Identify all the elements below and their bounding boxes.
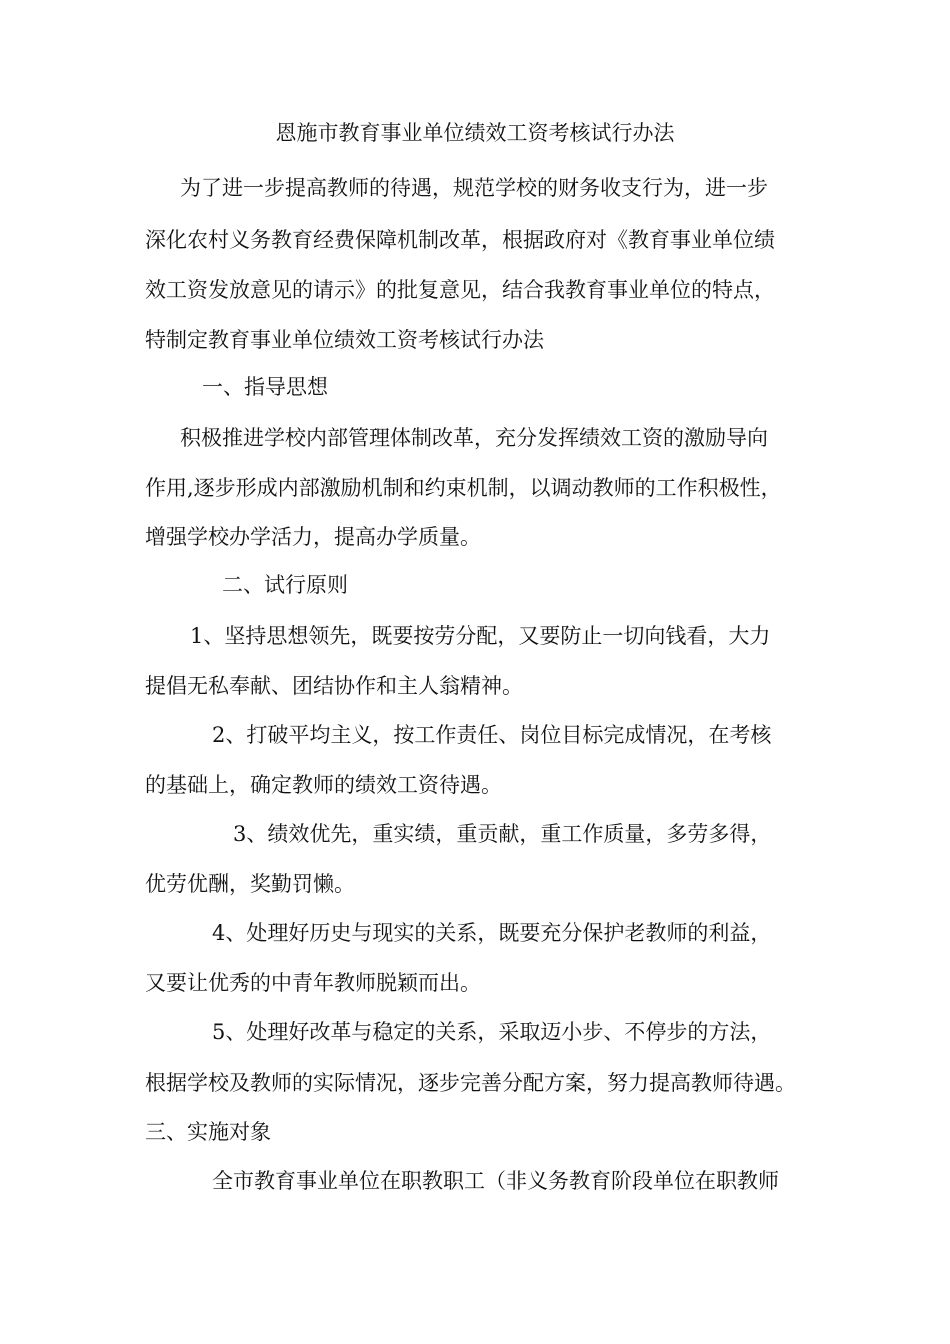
list-item-line: 提倡无私奉献、团结协作和主人翁精神。 [145, 674, 523, 698]
document-title: 恩施市教育事业单位绩效工资考核试行办法 [275, 121, 675, 145]
paragraph-line: 积极推进学校内部管理体制改革，充分发挥绩效工资的激励导向 [180, 426, 768, 450]
list-item-line: 又要让优秀的中青年教师脱颖而出。 [145, 971, 481, 995]
paragraph-line: 为了进一步提高教师的待遇，规范学校的财务收支行为，进一步 [180, 176, 768, 200]
paragraph-line: 增强学校办学活力，提高办学质量。 [145, 525, 481, 549]
paragraph-line: 深化农村义务教育经费保障机制改革，根据政府对《教育事业单位绩 [145, 228, 775, 252]
paragraph-line: 特制定教育事业单位绩效工资考核试行办法 [145, 328, 544, 352]
section-heading: 一、指导思想 [202, 375, 328, 399]
section-heading: 三、实施对象 [145, 1120, 271, 1144]
list-item-line: 优劳优酬，奖勤罚懒。 [145, 872, 355, 896]
list-item-line: 5、处理好改革与稳定的关系，采取迈小步、不停步的方法， [212, 1020, 772, 1044]
list-item-line: 根据学校及教师的实际情况，逐步完善分配方案，努力提高教师待遇。 [145, 1071, 796, 1095]
section-heading: 二、试行原则 [222, 573, 348, 597]
list-item-line: 1、坚持思想领先，既要按劳分配，又要防止一切向钱看，大力 [190, 624, 771, 648]
paragraph-line: 作用,逐步形成内部激励机制和约束机制，以调动教师的工作积极性， [145, 476, 782, 500]
list-item-line: 的基础上，确定教师的绩效工资待遇。 [145, 773, 502, 797]
list-item-line: 4、处理好历史与现实的关系，既要充分保护老教师的利益， [212, 921, 772, 945]
paragraph-line: 全市教育事业单位在职教职工（非义务教育阶段单位在职教师 [212, 1169, 779, 1193]
list-item-line: 2、打破平均主义，按工作责任、岗位目标完成情况，在考核 [212, 723, 772, 747]
list-item-line: 3、绩效优先，重实绩，重贡献，重工作质量，多劳多得， [233, 822, 772, 846]
paragraph-line: 效工资发放意见的请示》的批复意见，结合我教育事业单位的特点， [145, 278, 775, 302]
